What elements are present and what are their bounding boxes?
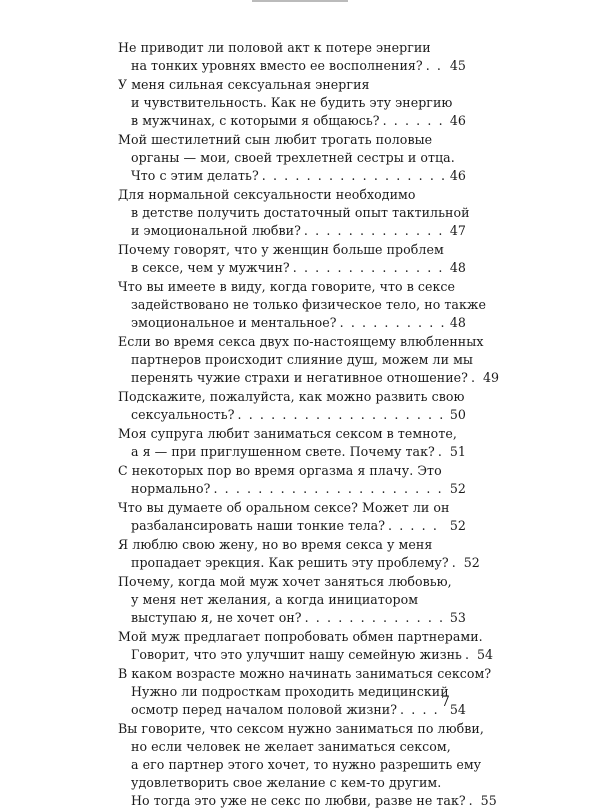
toc-entry-page: 48	[449, 260, 466, 275]
toc-entry-page: 48	[449, 315, 466, 330]
toc-entry-text: Я люблю свою жену, но во время секса у меня	[118, 537, 433, 552]
toc-entry-page: 52	[449, 481, 466, 496]
dot-leader	[305, 609, 444, 627]
table-of-contents	[118, 39, 500, 811]
toc-entry-text: органы — мои, своей трехлетней сестры и отца.	[131, 150, 455, 165]
toc-entry-text: Моя супруга любит заниматься сексом в темноте,	[118, 426, 457, 441]
toc-entry-line	[118, 443, 466, 461]
toc-entry-page: 47	[449, 223, 466, 238]
toc-entry	[118, 333, 500, 387]
dot-leader	[383, 112, 444, 130]
dot-leader	[438, 443, 444, 461]
toc-entry-line	[118, 480, 466, 498]
dot-leader	[304, 222, 444, 240]
toc-entry-line	[118, 774, 466, 792]
toc-entry	[118, 665, 492, 719]
toc-entry-text: эмоциональное и ментальное?	[131, 315, 337, 330]
toc-entry	[118, 278, 487, 332]
toc-entry	[118, 39, 466, 75]
toc-entry-line	[118, 39, 466, 57]
dot-leader	[471, 369, 477, 387]
toc-entry-line	[118, 756, 482, 774]
toc-entry-line	[118, 665, 492, 683]
toc-entry-line	[118, 701, 466, 719]
dot-leader	[238, 406, 444, 424]
toc-entry-line	[118, 204, 470, 222]
toc-entry-page: 46	[449, 113, 466, 128]
toc-entry-line	[118, 462, 466, 480]
toc-entry-line	[118, 406, 466, 424]
toc-entry-text: Говорит, что это улучшит нашу семейную жизнь	[131, 647, 462, 662]
toc-entry	[118, 628, 494, 664]
toc-entry-line	[118, 388, 466, 406]
toc-entry	[118, 241, 466, 277]
toc-entry-line	[118, 517, 466, 535]
toc-entry-text: Что вы думаете об оральном сексе? Может ли он	[118, 500, 450, 515]
toc-entry-line	[118, 296, 487, 314]
dot-leader	[388, 517, 444, 535]
toc-entry	[118, 425, 466, 461]
toc-entry	[118, 462, 466, 498]
dot-leader	[293, 259, 444, 277]
toc-entry-line	[118, 149, 466, 167]
toc-entry-text: в сексе, чем у мужчин?	[131, 260, 290, 275]
dot-leader	[400, 701, 444, 719]
toc-entry-text: в детстве получить достаточный опыт тактильной	[131, 205, 470, 220]
toc-entry-line	[118, 76, 466, 94]
toc-entry-line	[118, 167, 466, 185]
toc-entry-text: Что с этим делать?	[131, 168, 259, 183]
toc-entry	[118, 720, 497, 810]
toc-entry-text: У меня сильная сексуальная энергия	[118, 77, 370, 92]
toc-entry-line	[118, 792, 497, 810]
dot-leader	[465, 646, 471, 664]
toc-entry-page: 52	[463, 555, 480, 570]
toc-entry-line	[118, 333, 484, 351]
toc-entry-line	[118, 646, 494, 664]
toc-entry	[118, 573, 466, 627]
toc-entry-line	[118, 369, 500, 387]
toc-entry-text: а его партнер этого хочет, то нужно разрешить ему	[131, 757, 482, 772]
toc-entry	[118, 76, 466, 130]
toc-entry-line	[118, 112, 466, 130]
toc-entry-text: в мужчинах, с которыми я общаюсь?	[131, 113, 380, 128]
toc-entry-line	[118, 186, 466, 204]
toc-entry-text: Подскажите, пожалуйста, как можно развить свою	[118, 389, 465, 404]
toc-entry-text: В каком возрасте можно начинать заниматься сексом?	[118, 666, 492, 681]
toc-entry-text: выступаю я, не хочет он?	[131, 610, 302, 625]
toc-entry-page: 45	[449, 58, 466, 73]
toc-entry-line	[118, 57, 466, 75]
toc-entry-text: Вы говорите, что сексом нужно заниматься по любви,	[118, 721, 484, 736]
toc-entry	[118, 186, 470, 240]
toc-entry-line	[118, 554, 480, 572]
toc-entry-text: сексуальность?	[131, 407, 235, 422]
toc-entry-line	[118, 131, 466, 149]
toc-entry-page: 49	[482, 370, 500, 385]
toc-entry-text: Что вы имеете в виду, когда говорите, что в сексе	[118, 279, 456, 294]
toc-entry-text: Не приводит ли половой акт к потере энергии	[118, 40, 431, 55]
toc-entry-line	[118, 259, 466, 277]
toc-entry-text: партнеров происходит слияние душ, можем ли мы	[131, 352, 473, 367]
toc-entry	[118, 536, 480, 572]
toc-entry-text: у меня нет желания, а когда инициатором	[131, 592, 419, 607]
toc-entry-line	[118, 591, 466, 609]
toc-entry	[118, 499, 466, 535]
toc-entry-text: Но тогда это уже не секс по любви, разве не так?	[131, 793, 466, 808]
toc-entry-line	[118, 314, 466, 332]
toc-entry-line	[118, 536, 466, 554]
toc-entry-text: и чувствительность. Как не будить эту энергию	[131, 95, 453, 110]
toc-entry-text: Нужно ли подросткам проходить медицинский	[131, 684, 449, 699]
dot-leader	[469, 792, 475, 810]
toc-entry-text: С некоторых пор во время оргазма я плачу. Это	[118, 463, 442, 478]
toc-entry-line	[118, 609, 466, 627]
page-number: 7	[441, 694, 450, 710]
toc-entry-text: задействовано не только физическое тело, но также	[131, 297, 487, 312]
toc-entry-line	[118, 222, 466, 240]
toc-entry-text: Для нормальной сексуальности необходимо	[118, 187, 416, 202]
toc-entry-page: 53	[449, 610, 466, 625]
toc-entry-page: 54	[449, 702, 466, 717]
toc-entry-text: осмотр перед началом половой жизни?	[131, 702, 398, 717]
toc-entry-text: и эмоциональной любви?	[131, 223, 301, 238]
toc-entry-text: Почему, когда мой муж хочет заняться любовью,	[118, 574, 452, 589]
toc-entry-text: а я — при приглушенном свете. Почему так?	[131, 444, 435, 459]
toc-entry-page: 55	[480, 793, 497, 808]
toc-entry-line	[118, 241, 466, 259]
toc-entry	[118, 131, 466, 185]
toc-entry-text: разбалансировать наши тонкие тела?	[131, 518, 385, 533]
toc-entry-page: 54	[476, 647, 494, 662]
toc-entry-text: но если человек не желает заниматься сексом,	[131, 739, 451, 754]
dot-leader	[452, 554, 458, 572]
toc-entry-line	[118, 738, 466, 756]
toc-entry-line	[118, 628, 483, 646]
top-rule	[252, 0, 348, 2]
toc-entry-line	[118, 683, 466, 701]
toc-entry-page: 46	[449, 168, 466, 183]
dot-leader	[213, 480, 443, 498]
toc-entry-page: 51	[449, 444, 466, 459]
dot-leader	[262, 167, 444, 185]
dot-leader	[426, 57, 444, 75]
toc-entry-line	[118, 425, 466, 443]
toc-entry-line	[118, 351, 473, 369]
toc-entry-line	[118, 499, 466, 517]
toc-entry-text: Почему говорят, что у женщин больше проблем	[118, 242, 444, 257]
toc-entry-line	[118, 94, 466, 112]
toc-entry	[118, 388, 466, 424]
toc-entry-text: Мой шестилетний сын любит трогать половые	[118, 132, 433, 147]
toc-entry-page: 52	[449, 518, 466, 533]
dot-leader	[340, 314, 444, 332]
toc-entry-line	[118, 720, 484, 738]
toc-entry-text: пропадает эрекция. Как решить эту проблему?	[131, 555, 449, 570]
toc-entry-line	[118, 278, 466, 296]
toc-entry-text: на тонких уровнях вместо ее восполнения?	[131, 58, 423, 73]
toc-entry-text: перенять чужие страхи и негативное отношение?	[131, 370, 468, 385]
toc-entry-line	[118, 573, 466, 591]
toc-entry-text: удовлетворить свое желание с кем-то другим.	[131, 775, 442, 790]
toc-entry-text: нормально?	[131, 481, 211, 496]
toc-entry-page: 50	[449, 407, 466, 422]
toc-entry-text: Если во время секса двух по-настоящему влюбленных	[118, 334, 484, 349]
toc-entry-text: Мой муж предлагает попробовать обмен партнерами.	[118, 629, 483, 644]
